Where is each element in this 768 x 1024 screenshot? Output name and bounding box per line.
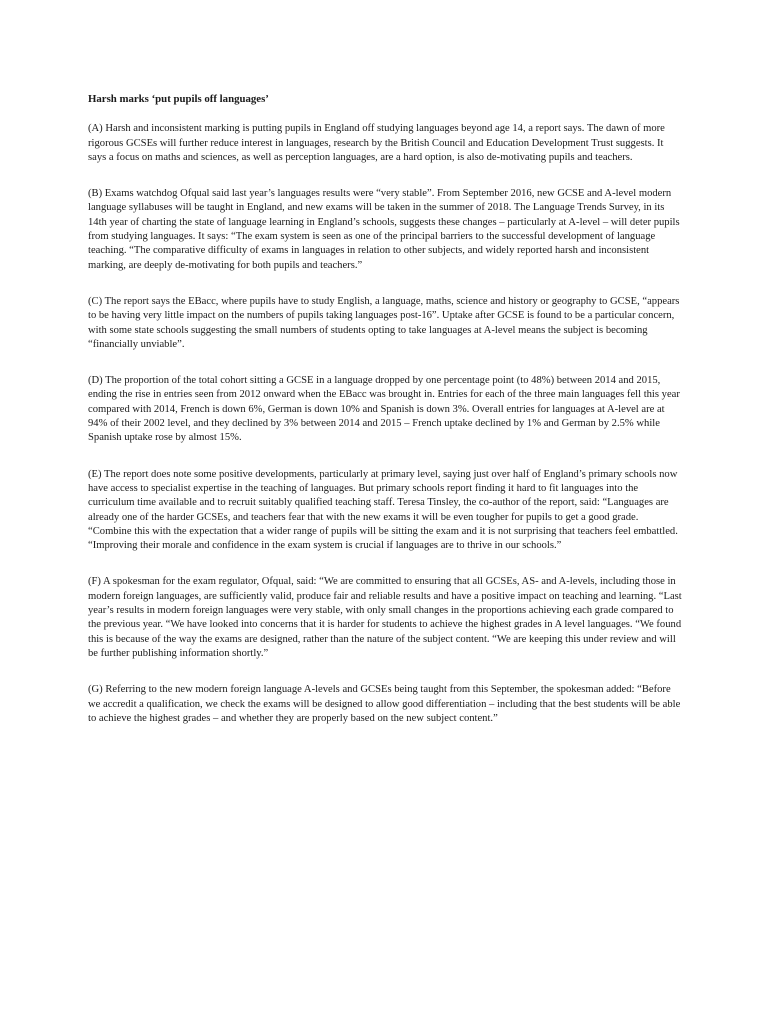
paragraph-b: (B) Exams watchdog Ofqual said last year’s languages results were “very stable”. From September 2016, new GCSE and A-level modern language syllabuses will be taught in England, and new exams will be taken in the summer of 2018. The Language Trends Survey, in its 14th year of charting the state of language learning in England’s schools, suggests these changes – particularly at A-level – will deter pupils from studying languages. It says: “The exam system is seen as one of the principal barriers to the successful development of language teaching. “The comparative difficulty of exams in languages in relation to other subjects, and widely reported harsh and inconsistent marking, are deeply de-motivating for both pupils and teachers.” [88,188,680,271]
paragraph-c: (C) The report says the EBacc, where pupils have to study English, a language, maths, science and history or geography to GCSE, “appears to be having very little impact on the numbers of pupils taking languages post-16”. Uptake after GCSE is found to be a particular concern, with some state schools suggesting the small numbers of students opting to take languages at A-level means the subject is becoming “financially unviable”. [88,295,680,350]
paragraph-e: (E) The report does note some positive developments, particularly at primary level, saying just over half of England’s primary schools now have access to specialist expertise in the teaching of languages. But primary schools report finding it hard to fit languages into the curriculum time available and to recruit suitably qualified teaching staff. Teresa Tinsley, the co-author of the report, said: “Languages are already one of the harder GCSEs, and teachers fear that with the new exams it will be even tougher for pupils to get a good grade. “Combine this with the expectation that a wider range of pupils will be sitting the exam and it is not surprising that teachers feel embattled. “Improving their morale and confidence in the exam system is crucial if languages are to thrive in our schools.” [88,468,678,552]
document-page [88,92,682,748]
document-title: Harsh marks ‘put pupils off languages’ [88,93,269,105]
paragraph-f: (F) A spokesman for the exam regulator, Ofqual, said: “We are committed to ensuring that all GCSEs, AS- and A-levels, including those in modern foreign languages, are sufficiently valid, produce fair and reliable results and have a positive impact on teaching and learning. “Last year’s results in modern foreign languages were very stable, with only small changes in the proportions achieving each grade compared to the previous year. “We have looked into concerns that it is harder for students to achieve the highest grades in A level languages. “We found this is because of the way the exams are designed, rather than the nature of the subject content. “We are keeping this under review and will be further publishing information shortly.” [88,576,682,659]
paragraph-g: (G) Referring to the new modern foreign language A-levels and GCSEs being taught from this September, the spokesman added: “Before we accredit a qualification, we check the exams will be designed to allow good differentiation – including that the best students will be able to achieve the highest grades – and whether they are properly based on the new subject content.” [88,684,681,724]
paragraph-a: (A) Harsh and inconsistent marking is putting pupils in England off studying languages beyond age 14, a report says. The dawn of more rigorous GCSEs will further reduce interest in languages, research by the British Council and Education Development Trust suggests. It says a focus on maths and sciences, as well as perception languages, are a hard option, is also de-motivating pupils and teachers. [88,123,665,163]
paragraph-d: (D) The proportion of the total cohort sitting a GCSE in a language dropped by one percentage point (to 48%) between 2014 and 2015, ending the rise in entries seen from 2012 onward when the EBacc was brought in. Entries for each of the three main languages fell this year compared with 2014, French is down 6%, German is down 10% and Spanish is down 3%. Overall entries for languages at A-level are at 94% of their 2002 level, and they declined by 3% between 2014 and 2015 – French uptake declined by 1% and German by 2.5% while Spanish uptake rose by almost 15%. [88,375,680,444]
